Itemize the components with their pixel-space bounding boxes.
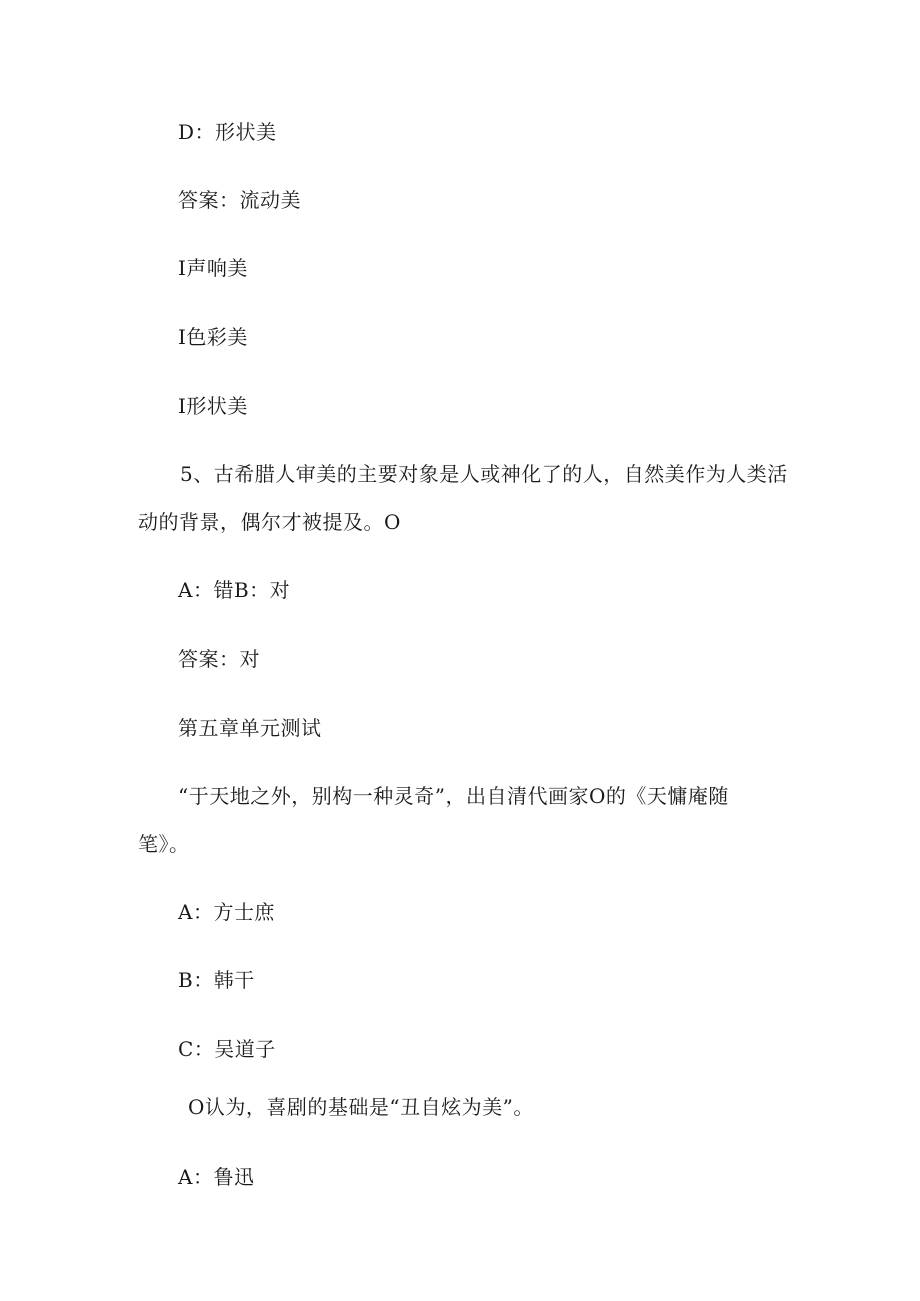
option-b-han-gan: B：韩干 [178, 968, 255, 992]
question-quote-line-1: “于天地之外，别构一种灵奇”，出自清代画家O的《天慵庵随 [178, 784, 729, 808]
question-5-line-2: 动的背景，偶尔才被提及。O [138, 510, 401, 534]
item-shape-beauty: I形状美 [178, 394, 248, 418]
question-comedy: O认为，喜剧的基础是“丑自炫为美”。 [188, 1095, 534, 1119]
question-5-line-1: 5、古希腊人审美的主要对象是人或神化了的人，自然美作为人类活 [180, 462, 788, 486]
options-true-false: A：错B：对 [178, 578, 291, 602]
question-quote-line-2: 笔》。 [138, 832, 190, 856]
item-sound-beauty: I声响美 [178, 256, 248, 280]
option-a-fang-shishu: A：方士庶 [178, 900, 275, 924]
answer-flow-beauty: 答案：流动美 [178, 188, 301, 212]
chapter-heading: 第五章单元测试 [178, 716, 322, 740]
option-d-shape-beauty: D：形状美 [178, 120, 277, 144]
item-color-beauty: I色彩美 [178, 325, 248, 349]
option-a-lu-xun: A：鲁迅 [178, 1165, 255, 1189]
answer-true: 答案：对 [178, 647, 260, 671]
option-c-wu-daozi: C：吴道子 [178, 1037, 276, 1061]
